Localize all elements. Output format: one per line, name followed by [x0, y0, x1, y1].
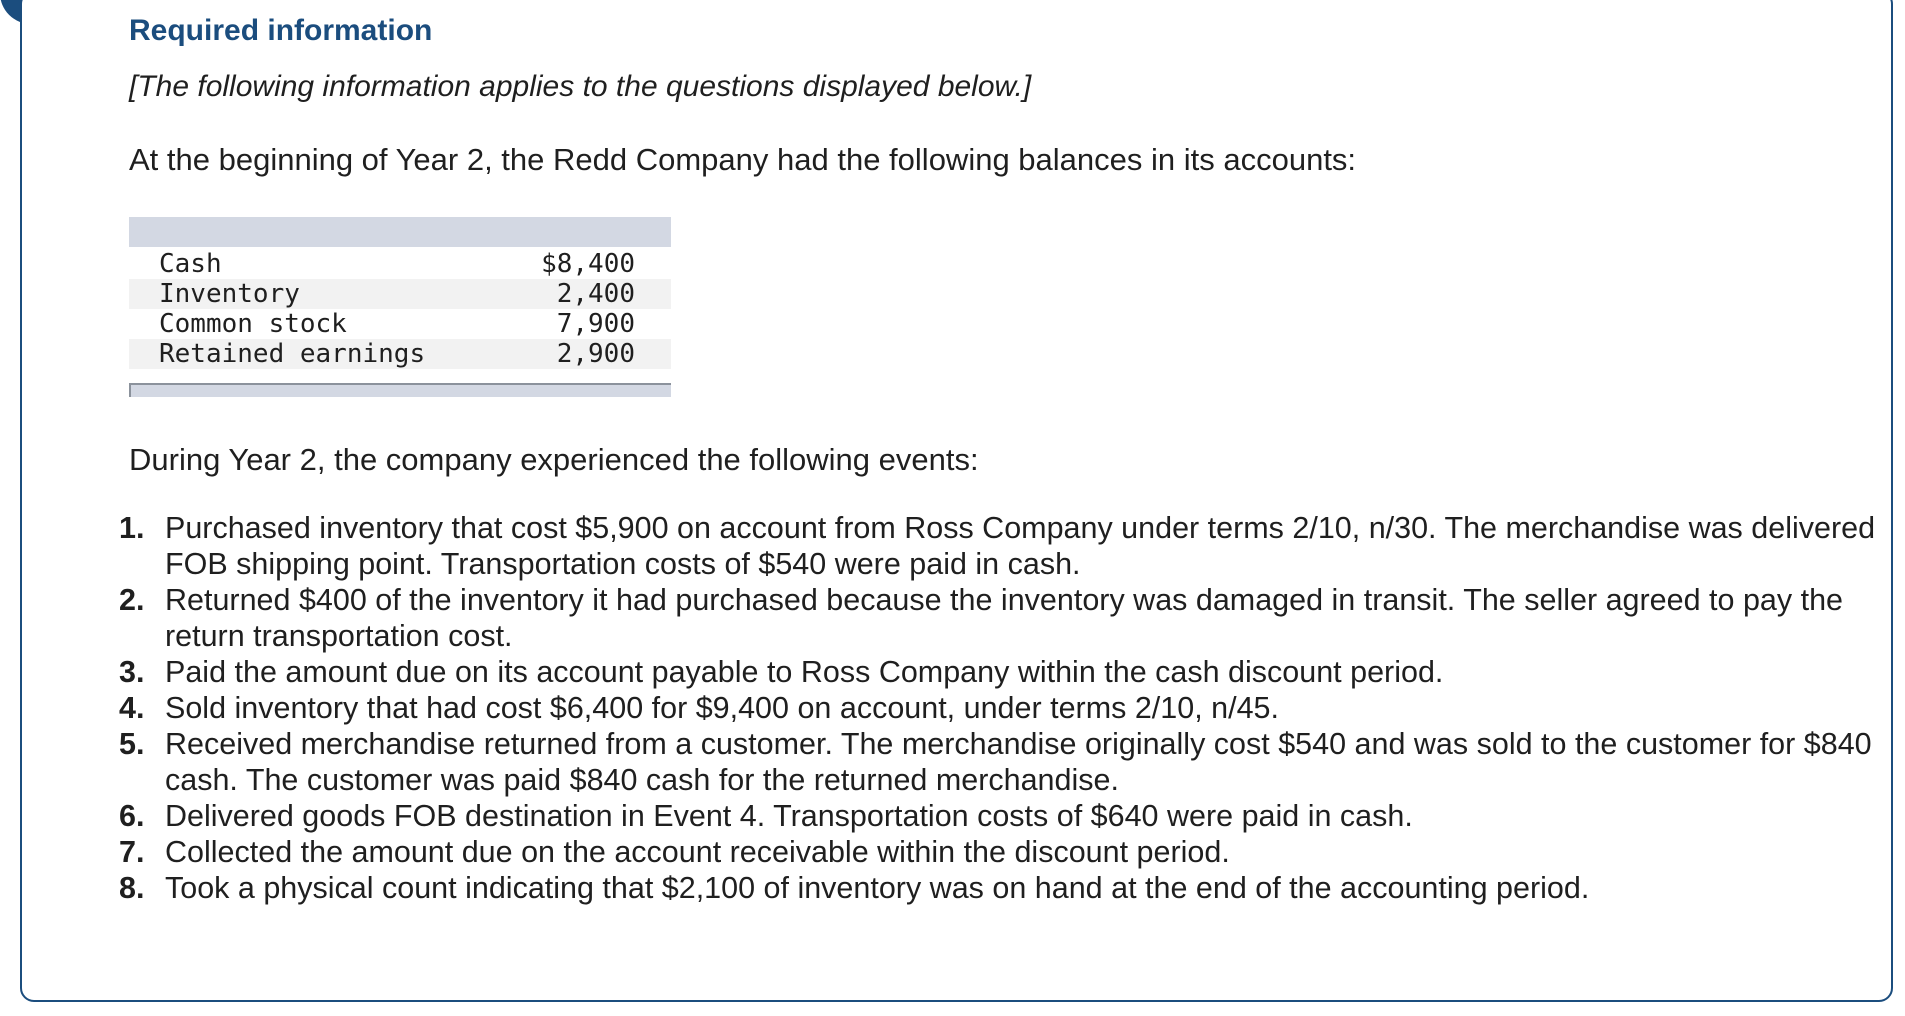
required-information-panel [20, 0, 1893, 1002]
account-name: Inventory [129, 279, 506, 309]
event-number: 8. [119, 871, 145, 905]
event-number: 4. [119, 691, 145, 725]
event-text: Sold inventory that had cost $6,400 for $9,400 on account, under terms 2/10, n/45. [165, 691, 1279, 725]
table-row [129, 279, 671, 309]
list-item [119, 798, 1889, 834]
table-row [129, 339, 671, 369]
account-amount: 2,900 [506, 339, 671, 369]
event-text: Took a physical count indicating that $2,100 of inventory was on hand at the end of the accounting period. [165, 871, 1590, 905]
list-item [119, 726, 1889, 798]
event-text: Paid the amount due on its account payable to Ross Company within the cash discount period. [165, 655, 1444, 689]
account-balances-table [129, 217, 671, 397]
account-name: Retained earnings [129, 339, 506, 369]
list-item [119, 834, 1889, 870]
required-information-title: Required information [129, 14, 433, 47]
event-text: Purchased inventory that cost $5,900 on account from Ross Company under terms 2/10, n/30. The merchandise was delivered FOB shipping point. Transportation costs of $540 were paid in cash. [165, 511, 1876, 581]
event-text: Delivered goods FOB destination in Event 4. Transportation costs of $640 were paid in cash. [165, 799, 1413, 833]
event-number: 3. [119, 655, 145, 689]
list-item [119, 654, 1889, 690]
event-number: 6. [119, 799, 145, 833]
account-name: Common stock [159, 309, 347, 339]
list-item [119, 582, 1889, 654]
event-number: 7. [119, 835, 145, 869]
account-amount: 7,900 [556, 309, 635, 339]
event-number: 5. [119, 727, 145, 761]
event-number: 2. [119, 583, 145, 617]
event-text: Collected the amount due on the account receivable within the discount period. [165, 835, 1230, 869]
account-name: Cash [159, 249, 222, 279]
account-amount: 2,400 [506, 279, 671, 309]
table-row [129, 249, 671, 279]
account-amount: $8,400 [541, 249, 635, 279]
intro-text: At the beginning of Year 2, the Redd Company had the following balances in its accounts: [129, 142, 1357, 177]
events-list [119, 510, 1889, 906]
table-header-bar [129, 217, 671, 247]
list-item [119, 870, 1889, 906]
event-text: Received merchandise returned from a customer. The merchandise originally cost $540 and was sold to the customer for $840 cash. The customer was paid $840 cash for the returned merchandise. [165, 727, 1872, 797]
event-text: Returned $400 of the inventory it had purchased because the inventory was damaged in transit. The seller agreed to pay the return transportation cost. [165, 583, 1843, 653]
instructions-text: [The following information applies to the questions displayed below.] [129, 70, 1032, 103]
list-item [119, 690, 1889, 726]
list-item [119, 510, 1889, 582]
event-number: 1. [119, 511, 145, 545]
events-intro-text: During Year 2, the company experienced the following events: [129, 442, 979, 477]
table-row [129, 309, 671, 339]
table-footer-bar [129, 383, 671, 397]
